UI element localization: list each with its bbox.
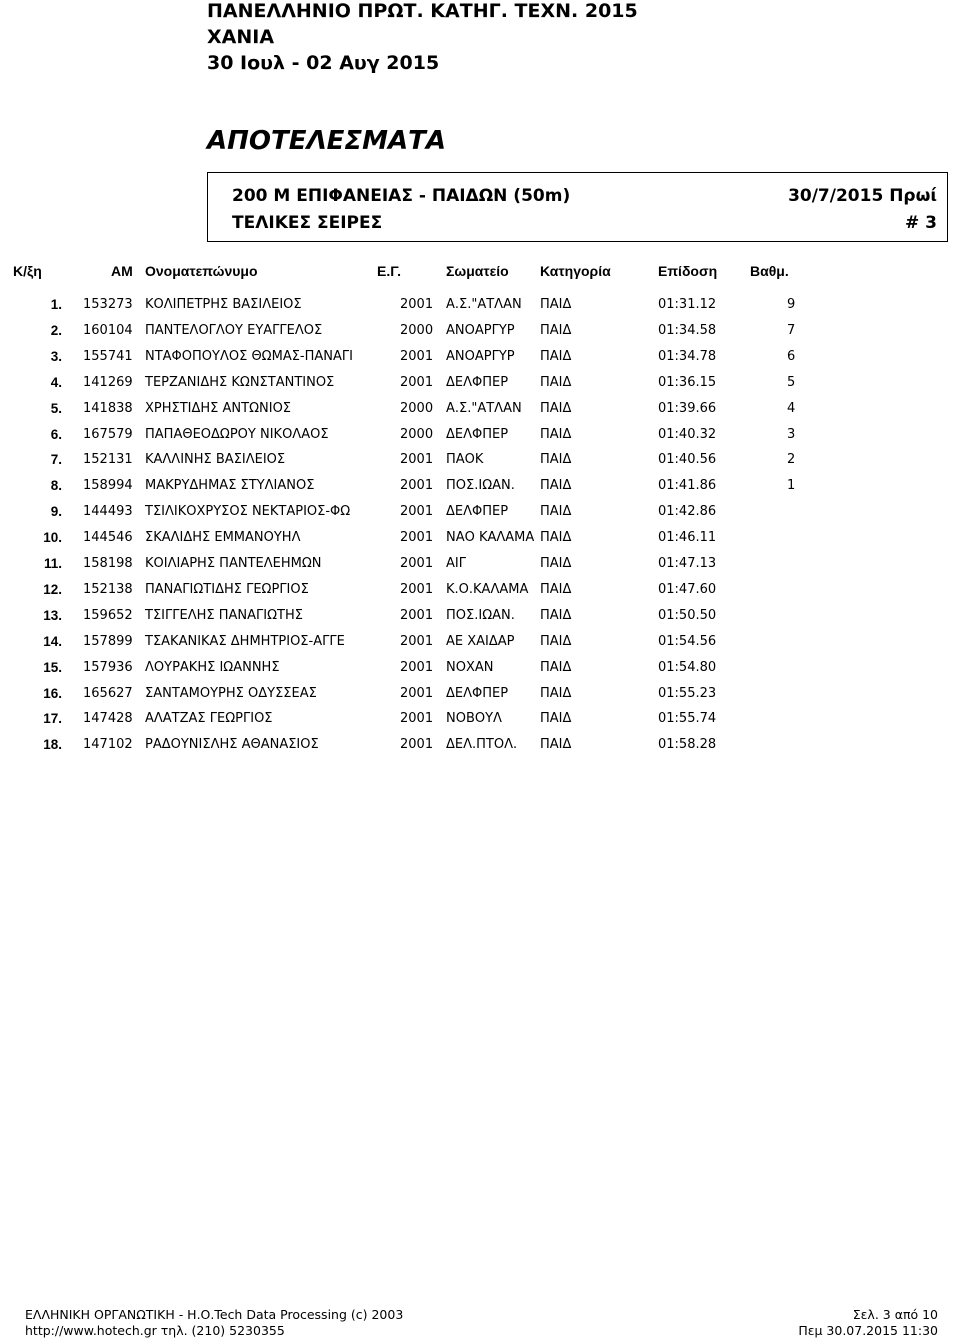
- col-name: Ονοματεπώνυμο: [145, 263, 258, 279]
- table-row: [0, 375, 960, 401]
- cell-club: ΠΟΣ.ΙΩΑΝ.: [446, 607, 515, 623]
- cell-year: 2001: [400, 685, 434, 701]
- cell-name: ΧΡΗΣΤΙΔΗΣ ΑΝΤΩΝΙΟΣ: [145, 400, 292, 416]
- cell-year: 2001: [400, 556, 434, 571]
- cell-name: ΣΑΝΤΑΜΟΥΡΗΣ ΟΔΥΣΣΕΑΣ: [145, 685, 317, 701]
- footer-org: ΕΛΛΗΝΙΚΗ ΟΡΓΑΝΩΤΙΚΗ - Η.Ο.Tech Data Processing (c) 2003: [25, 1307, 404, 1322]
- col-category: Κατηγορία: [540, 263, 611, 279]
- cell-rank: 16.: [43, 685, 62, 701]
- cell-name: ΚΟΙΛΙΑΡΗΣ ΠΑΝΤΕΛΕΗΜΩΝ: [145, 556, 322, 571]
- cell-category: ΠΑΙΔ: [540, 737, 572, 753]
- cell-year: 2001: [400, 478, 434, 494]
- cell-name: ΠΑΠΑΘΕΟΔΩΡΟΥ ΝΙΚΟΛΑΟΣ: [145, 426, 329, 442]
- cell-id: 144546: [83, 530, 133, 546]
- cell-category: ΠΑΙΔ: [540, 633, 572, 649]
- cell-name: ΤΣΙΛΙΚΟΧΡΥΣΟΣ ΝΕΚΤΑΡΙΟΣ-ΦΩ: [145, 504, 351, 520]
- cell-time: 01:55.23: [658, 685, 717, 701]
- footer-printed: Πεμ 30.07.2015 11:30: [798, 1323, 938, 1338]
- cell-club: ΠΟΣ.ΙΩΑΝ.: [446, 478, 515, 494]
- cell-club: Α.Σ."ΑΤΛΑΝ: [446, 400, 522, 416]
- cell-club: ΔΕΛΦΠΕΡ: [446, 685, 509, 701]
- cell-category: ΠΑΙΔ: [540, 374, 572, 390]
- cell-year: 2001: [400, 348, 434, 364]
- cell-year: 2001: [400, 737, 434, 753]
- cell-club: ΝΑΟ ΚΑΛΑΜΑ: [446, 530, 535, 546]
- col-points: Βαθμ.: [750, 263, 789, 279]
- cell-name: ΠΑΝΑΓΙΩΤΙΔΗΣ ΓΕΩΡΓΙΟΣ: [145, 581, 309, 597]
- table-row: [0, 686, 960, 712]
- event-heat: # 3: [905, 213, 937, 233]
- col-year: Ε.Γ.: [377, 263, 401, 279]
- cell-category: ΠΑΙΔ: [540, 711, 572, 727]
- cell-club: ΑΝΟΑΡΓΥΡ: [446, 348, 515, 364]
- cell-time: 01:50.50: [658, 607, 717, 623]
- cell-rank: 15.: [43, 659, 62, 675]
- table-row: [0, 556, 960, 582]
- event-stage: ΤΕΛΙΚΕΣ ΣΕΙΡΕΣ: [232, 213, 383, 233]
- cell-id: 152138: [83, 581, 133, 597]
- cell-rank: 8.: [50, 478, 62, 494]
- meet-location: ΧΑΝΙΑ: [207, 26, 275, 48]
- cell-points: 9: [787, 297, 796, 312]
- cell-id: 147102: [83, 737, 133, 753]
- table-row: [0, 401, 960, 427]
- table-row: [0, 711, 960, 737]
- cell-rank: 4.: [50, 374, 62, 390]
- cell-id: 159652: [83, 607, 133, 623]
- cell-name: ΑΛΑΤΖΑΣ ΓΕΩΡΓΙΟΣ: [145, 711, 273, 727]
- cell-id: 153273: [83, 297, 133, 312]
- cell-id: 158198: [83, 556, 133, 571]
- cell-category: ΠΑΙΔ: [540, 530, 572, 546]
- cell-rank: 10.: [43, 530, 62, 546]
- cell-category: ΠΑΙΔ: [540, 607, 572, 623]
- col-id: ΑΜ: [111, 263, 133, 279]
- cell-year: 2001: [400, 659, 434, 675]
- cell-time: 01:42.86: [658, 504, 717, 520]
- table-row: [0, 297, 960, 323]
- col-club: Σωματείο: [446, 263, 509, 279]
- cell-category: ΠΑΙΔ: [540, 685, 572, 701]
- cell-name: ΤΣΙΓΓΕΛΗΣ ΠΑΝΑΓΙΩΤΗΣ: [145, 607, 303, 623]
- cell-time: 01:47.60: [658, 581, 717, 597]
- cell-time: 01:41.86: [658, 478, 717, 494]
- cell-time: 01:40.32: [658, 426, 717, 442]
- cell-category: ΠΑΙΔ: [540, 478, 572, 494]
- table-row: [0, 634, 960, 660]
- cell-year: 2001: [400, 374, 434, 390]
- meet-dates: 30 Ιουλ - 02 Αυγ 2015: [207, 52, 440, 74]
- cell-time: 01:40.56: [658, 452, 717, 468]
- results-title: ΑΠΟΤΕΛΕΣΜΑΤΑ: [207, 126, 446, 156]
- cell-name: ΡΑΔΟΥΝΙΣΛΗΣ ΑΘΑΝΑΣΙΟΣ: [145, 737, 319, 753]
- cell-id: 152131: [83, 452, 133, 468]
- cell-club: Κ.Ο.ΚΑΛΑΜΑ: [446, 581, 529, 597]
- cell-time: 01:54.80: [658, 659, 717, 675]
- cell-id: 165627: [83, 685, 133, 701]
- table-row: [0, 427, 960, 453]
- cell-id: 141838: [83, 400, 133, 416]
- cell-rank: 3.: [50, 348, 62, 364]
- cell-time: 01:31.12: [658, 297, 717, 312]
- cell-club: ΑΝΟΑΡΓΥΡ: [446, 322, 515, 338]
- table-row: [0, 452, 960, 478]
- cell-id: 167579: [83, 426, 133, 442]
- table-row: [0, 323, 960, 349]
- cell-year: 2001: [400, 581, 434, 597]
- cell-time: 01:58.28: [658, 737, 717, 753]
- cell-points: 7: [787, 322, 796, 338]
- col-time: Επίδοση: [658, 263, 718, 279]
- meet-title: ΠΑΝΕΛΛΗΝΙΟ ΠΡΩΤ. ΚΑΤΗΓ. ΤΕΧΝ. 2015: [207, 0, 638, 22]
- cell-year: 2001: [400, 504, 434, 520]
- cell-name: ΠΑΝΤΕΛΟΓΛΟΥ ΕΥΑΓΓΕΛΟΣ: [145, 322, 323, 338]
- table-row: [0, 608, 960, 634]
- cell-time: 01:39.66: [658, 400, 717, 416]
- cell-name: ΜΑΚΡΥΔΗΜΑΣ ΣΤΥΛΙΑΝΟΣ: [145, 478, 315, 494]
- cell-id: 157899: [83, 633, 133, 649]
- cell-rank: 11.: [43, 556, 62, 571]
- cell-club: ΑΙΓ: [446, 556, 466, 571]
- cell-rank: 7.: [50, 452, 62, 468]
- cell-category: ΠΑΙΔ: [540, 426, 572, 442]
- cell-category: ΠΑΙΔ: [540, 581, 572, 597]
- cell-club: ΔΕΛ.ΠΤΟΛ.: [446, 737, 518, 753]
- cell-name: ΣΚΑΛΙΔΗΣ ΕΜΜΑΝΟΥΗΛ: [145, 530, 301, 546]
- event-date: 30/7/2015 Πρωί: [788, 186, 937, 206]
- cell-id: 158994: [83, 478, 133, 494]
- cell-id: 141269: [83, 374, 133, 390]
- cell-rank: 1.: [50, 297, 62, 312]
- cell-name: ΤΕΡΖΑΝΙΔΗΣ ΚΩΝΣΤΑΝΤΙΝΟΣ: [145, 374, 335, 390]
- cell-year: 2001: [400, 530, 434, 546]
- cell-time: 01:34.58: [658, 322, 717, 338]
- cell-year: 2001: [400, 633, 434, 649]
- cell-club: ΝΟΧΑΝ: [446, 659, 494, 675]
- cell-rank: 6.: [50, 426, 62, 442]
- cell-club: ΠΑΟΚ: [446, 452, 484, 468]
- cell-category: ΠΑΙΔ: [540, 348, 572, 364]
- cell-time: 01:54.56: [658, 633, 717, 649]
- cell-club: ΔΕΛΦΠΕΡ: [446, 426, 509, 442]
- cell-time: 01:34.78: [658, 348, 717, 364]
- cell-category: ΠΑΙΔ: [540, 452, 572, 468]
- table-row: [0, 660, 960, 686]
- cell-year: 2001: [400, 452, 434, 468]
- cell-id: 147428: [83, 711, 133, 727]
- cell-time: 01:36.15: [658, 374, 717, 390]
- cell-name: ΛΟΥΡΑΚΗΣ ΙΩΑΝΝΗΣ: [145, 659, 280, 675]
- cell-rank: 17.: [43, 711, 62, 727]
- cell-year: 2001: [400, 711, 434, 727]
- table-row: [0, 530, 960, 556]
- cell-id: 144493: [83, 504, 133, 520]
- cell-points: 2: [787, 452, 796, 468]
- cell-club: Α.Σ."ΑΤΛΑΝ: [446, 297, 522, 312]
- cell-category: ΠΑΙΔ: [540, 322, 572, 338]
- cell-year: 2000: [400, 322, 434, 338]
- table-row: [0, 478, 960, 504]
- cell-points: 5: [787, 374, 796, 390]
- cell-year: 2001: [400, 297, 434, 312]
- cell-year: 2000: [400, 426, 434, 442]
- cell-rank: 12.: [43, 581, 62, 597]
- footer-contact: http://www.hotech.gr τηλ. (210) 5230355: [25, 1323, 285, 1338]
- cell-category: ΠΑΙΔ: [540, 659, 572, 675]
- cell-club: ΝΟΒΟΥΛ: [446, 711, 502, 727]
- cell-points: 4: [787, 400, 796, 416]
- cell-name: ΚΑΛΛΙΝΗΣ ΒΑΣΙΛΕΙΟΣ: [145, 452, 286, 468]
- cell-name: ΤΣΑΚΑΝΙΚΑΣ ΔΗΜΗΤΡΙΟΣ-ΑΓΓΕ: [145, 633, 345, 649]
- footer-page: Σελ. 3 από 10: [852, 1307, 938, 1322]
- cell-rank: 13.: [43, 607, 62, 623]
- cell-club: ΑΕ ΧΑΙΔΑΡ: [446, 633, 515, 649]
- cell-points: 1: [787, 478, 796, 494]
- cell-time: 01:55.74: [658, 711, 717, 727]
- cell-time: 01:47.13: [658, 556, 717, 571]
- cell-category: ΠΑΙΔ: [540, 400, 572, 416]
- cell-rank: 2.: [50, 322, 62, 338]
- event-box: [207, 172, 948, 242]
- cell-rank: 9.: [50, 504, 62, 520]
- cell-id: 155741: [83, 348, 133, 364]
- table-row: [0, 504, 960, 530]
- cell-rank: 5.: [50, 400, 62, 416]
- cell-category: ΠΑΙΔ: [540, 556, 572, 571]
- cell-year: 2001: [400, 607, 434, 623]
- cell-club: ΔΕΛΦΠΕΡ: [446, 504, 509, 520]
- cell-year: 2000: [400, 400, 434, 416]
- cell-id: 160104: [83, 322, 133, 338]
- cell-points: 3: [787, 426, 796, 442]
- cell-name: ΝΤΑΦΟΠΟΥΛΟΣ ΘΩΜΑΣ-ΠΑΝΑΓΙ: [145, 348, 353, 364]
- cell-rank: 18.: [43, 737, 62, 753]
- table-row: [0, 737, 960, 763]
- cell-category: ΠΑΙΔ: [540, 297, 572, 312]
- table-row: [0, 582, 960, 608]
- cell-id: 157936: [83, 659, 133, 675]
- cell-time: 01:46.11: [658, 530, 717, 546]
- cell-club: ΔΕΛΦΠΕΡ: [446, 374, 509, 390]
- cell-rank: 14.: [43, 633, 62, 649]
- event-name: 200 Μ ΕΠΙΦΑΝΕΙΑΣ - ΠΑΙΔΩΝ (50m): [232, 186, 571, 206]
- cell-points: 6: [787, 348, 796, 364]
- col-rank: Κ/ξη: [13, 263, 42, 279]
- cell-category: ΠΑΙΔ: [540, 504, 572, 520]
- table-row: [0, 349, 960, 375]
- cell-name: ΚΟΛΙΠΕΤΡΗΣ ΒΑΣΙΛΕΙΟΣ: [145, 297, 302, 312]
